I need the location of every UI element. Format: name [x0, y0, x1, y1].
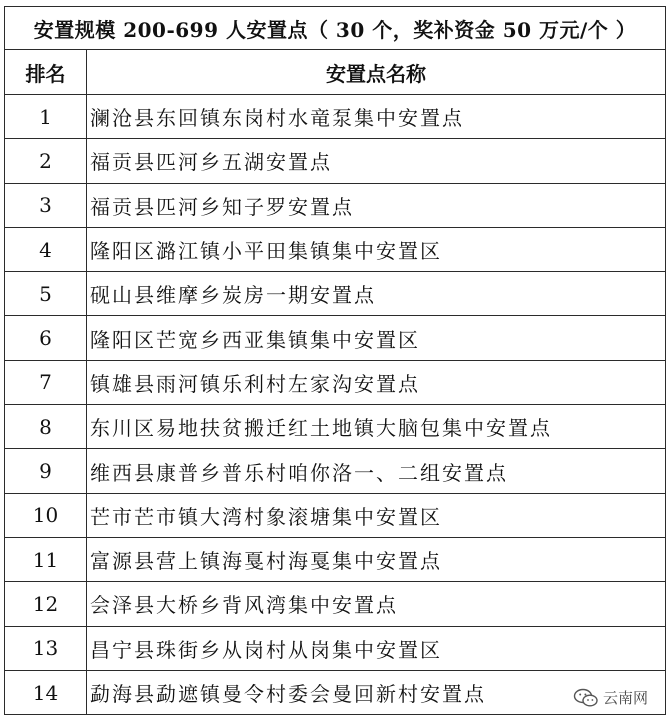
rank-cell: 1	[5, 95, 87, 139]
header-row	[5, 50, 666, 95]
rank-cell: 12	[5, 582, 87, 626]
rank-cell: 9	[5, 449, 87, 493]
table-row	[5, 360, 666, 404]
name-cell: 福贡县匹河乡五湖安置点	[87, 139, 666, 183]
table-row	[5, 493, 666, 537]
rank-cell: 8	[5, 405, 87, 449]
table-row	[5, 670, 666, 714]
table-row	[5, 582, 666, 626]
name-cell: 芒市芒市镇大湾村象滚塘集中安置区	[87, 493, 666, 537]
table-row	[5, 316, 666, 360]
name-cell: 昌宁县珠街乡从岗村从岗集中安置区	[87, 626, 666, 670]
table-row	[5, 272, 666, 316]
table-row	[5, 449, 666, 493]
name-cell: 砚山县维摩乡炭房一期安置点	[87, 272, 666, 316]
rank-cell: 11	[5, 537, 87, 581]
table-title: 安置规模 200-699 人安置点（ 30 个，奖补资金 50 万元/个 ）	[5, 7, 666, 50]
name-cell: 隆阳区芒宽乡西亚集镇集中安置区	[87, 316, 666, 360]
name-cell: 福贡县匹河乡知子罗安置点	[87, 183, 666, 227]
table-row	[5, 405, 666, 449]
name-cell: 富源县营上镇海戛村海戛集中安置点	[87, 537, 666, 581]
rank-cell: 3	[5, 183, 87, 227]
header-rank: 排名	[5, 50, 87, 95]
table-row	[5, 95, 666, 139]
name-cell: 澜沧县东回镇东岗村水竜泵集中安置点	[87, 95, 666, 139]
rank-cell: 5	[5, 272, 87, 316]
name-cell: 镇雄县雨河镇乐利村左家沟安置点	[87, 360, 666, 404]
rank-cell: 10	[5, 493, 87, 537]
wechat-icon	[573, 688, 599, 708]
table-row	[5, 183, 666, 227]
watermark	[569, 685, 652, 710]
rank-cell: 6	[5, 316, 87, 360]
table-row	[5, 626, 666, 670]
rank-cell: 13	[5, 626, 87, 670]
table-row	[5, 139, 666, 183]
rank-cell: 14	[5, 670, 87, 714]
placement-table	[4, 6, 666, 715]
name-cell: 东川区易地扶贫搬迁红土地镇大脑包集中安置点	[87, 405, 666, 449]
header-name: 安置点名称	[87, 50, 666, 95]
rank-cell: 7	[5, 360, 87, 404]
rank-cell: 4	[5, 227, 87, 271]
table-row	[5, 537, 666, 581]
name-cell: 会泽县大桥乡背风湾集中安置点	[87, 582, 666, 626]
title-row	[5, 7, 666, 50]
name-cell: 隆阳区潞江镇小平田集镇集中安置区	[87, 227, 666, 271]
name-cell: 维西县康普乡普乐村咱你洛一、二组安置点	[87, 449, 666, 493]
rank-cell: 2	[5, 139, 87, 183]
table-row	[5, 227, 666, 271]
watermark-text: 云南网	[602, 689, 648, 707]
name-cell: 勐海县勐遮镇曼令村委会曼回新村安置点	[87, 670, 666, 714]
